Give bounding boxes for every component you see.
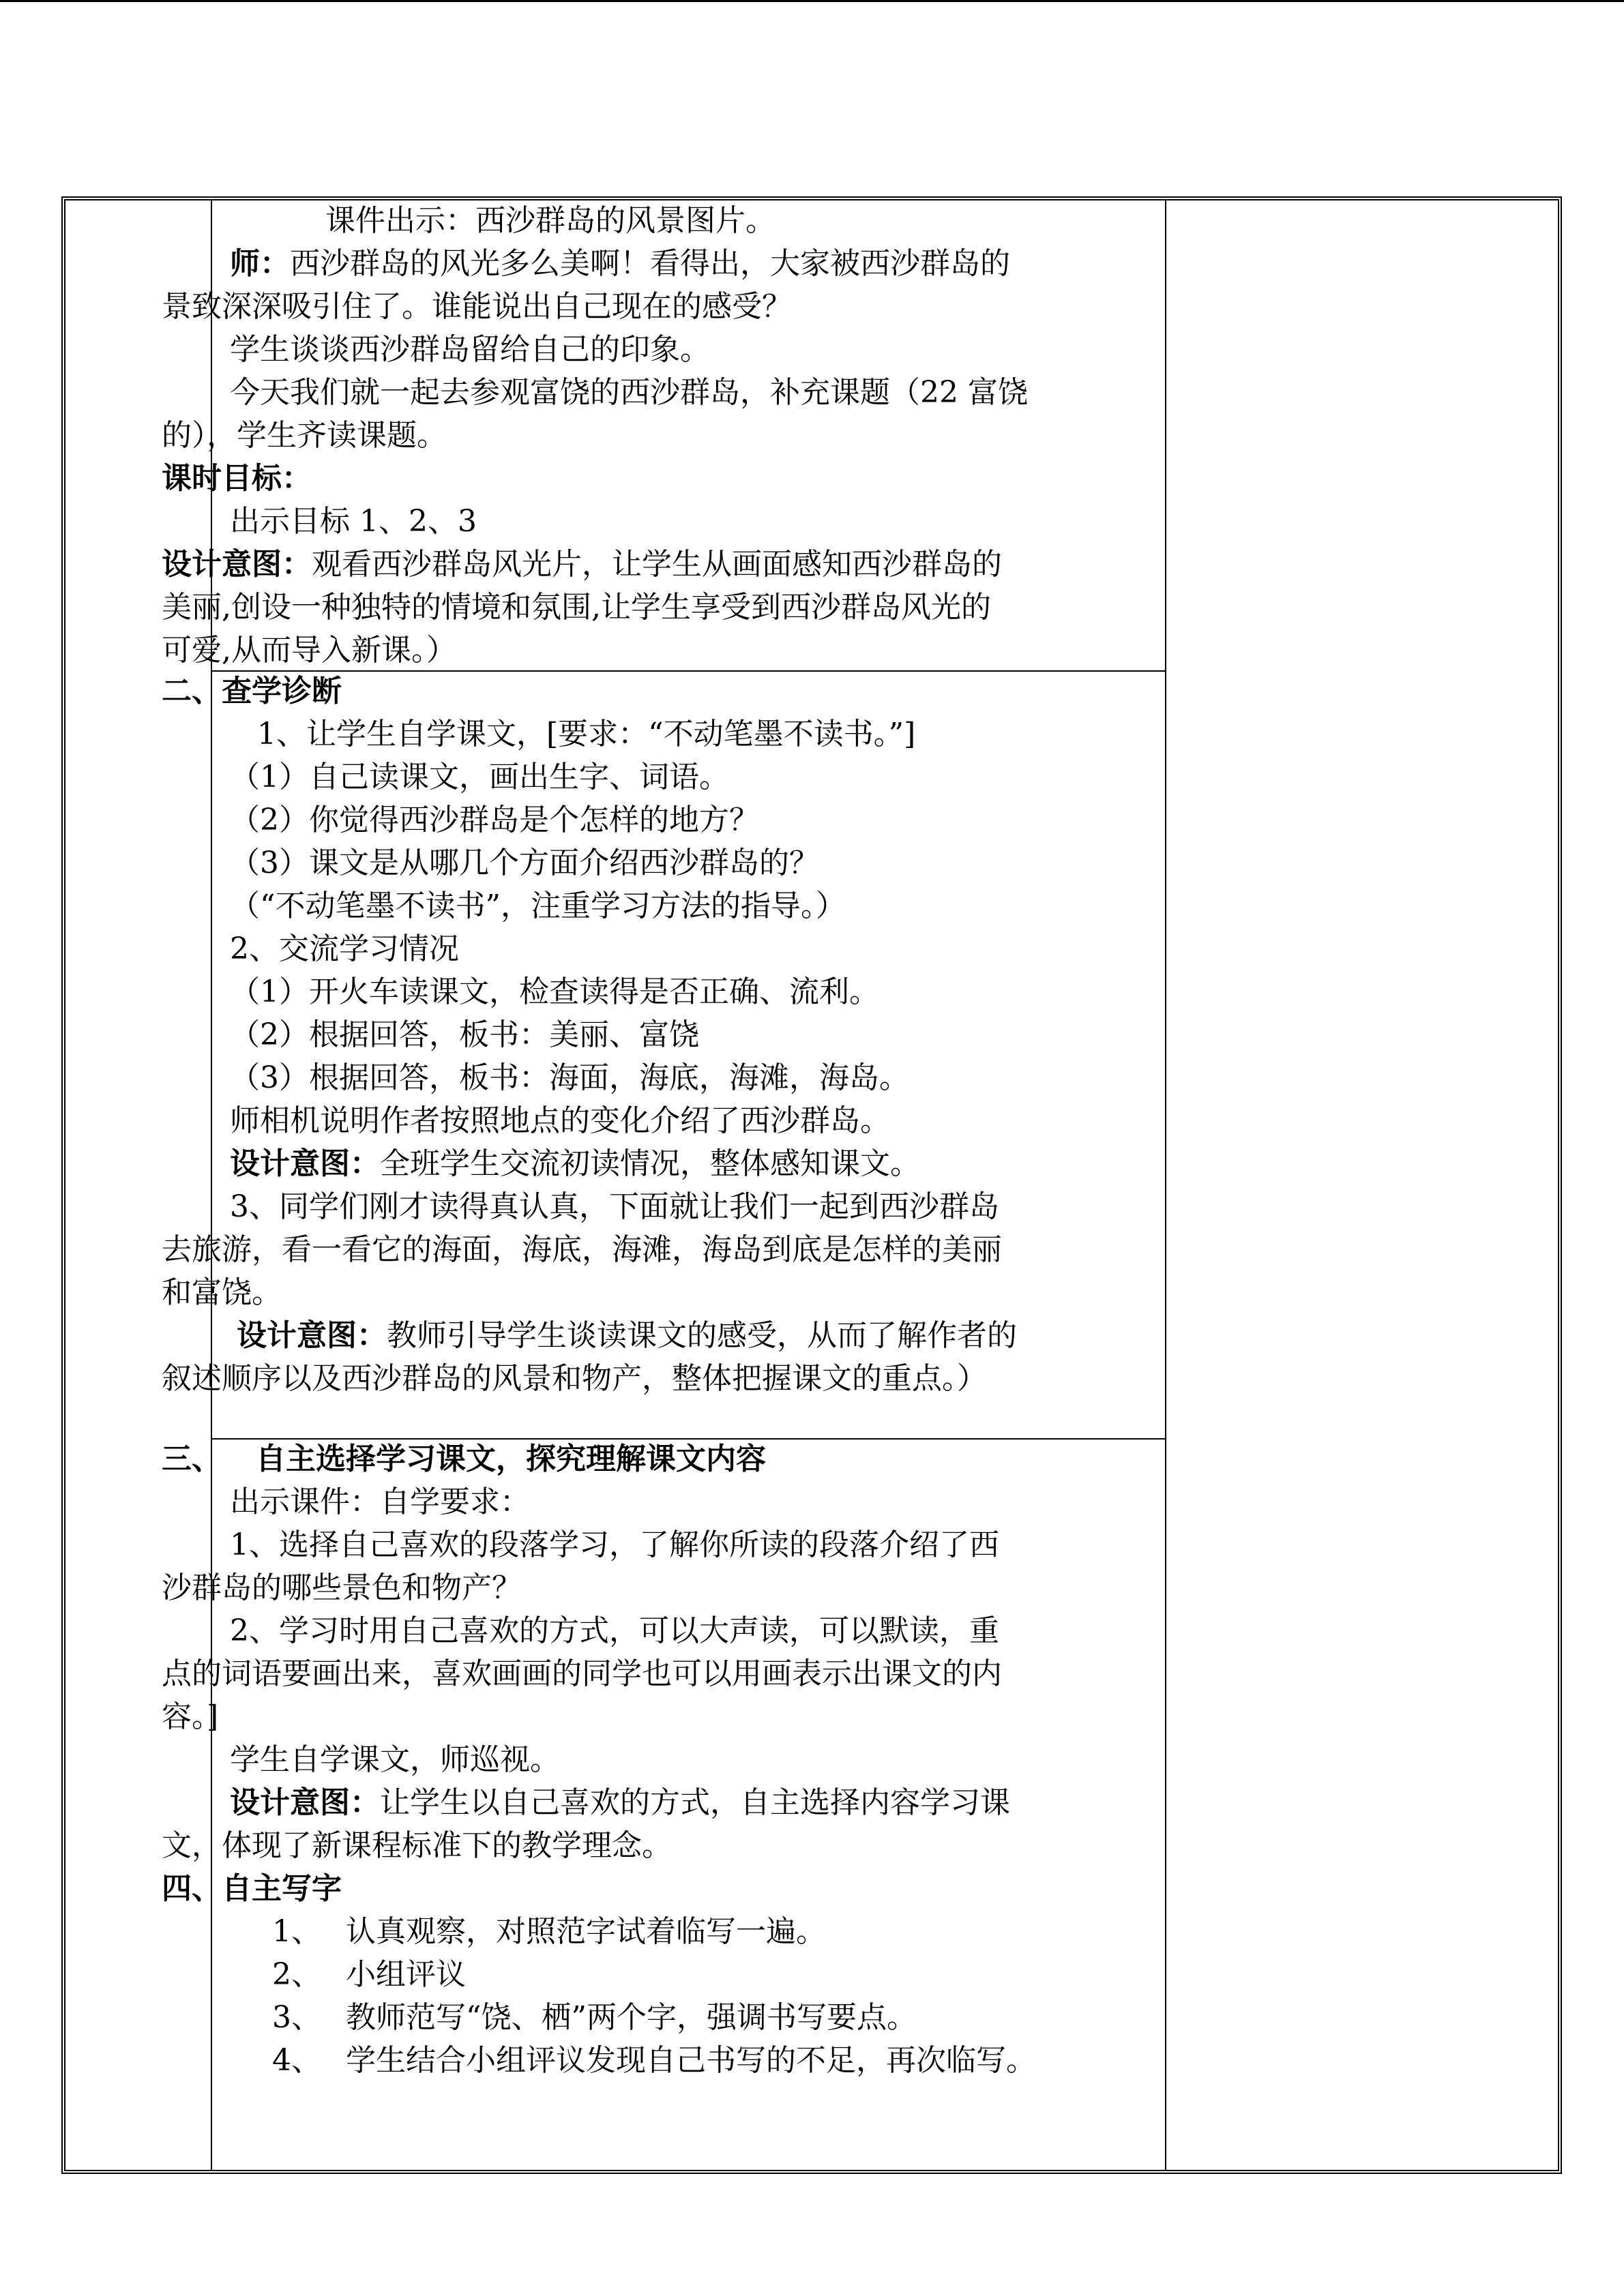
step-number: 4、 (272, 2043, 321, 2078)
design-text-cont: 叙述顺序以及西沙群岛的风景和物产，整体把握课文的重点。） (162, 1361, 987, 1396)
step-text: 教师范写“饶、栖”两个字，强调书写要点。 (346, 2000, 917, 2035)
goals-line: 出示目标 1、2、3 (230, 504, 477, 539)
answer-item: （3）根据回答，板书：海面，海底，海滩，海岛。 (230, 1060, 909, 1095)
teacher-remark (162, 242, 1093, 285)
method-note: （“不动笔墨不读书”，注重学习方法的指导。） (230, 889, 846, 923)
requirement-item: 1、选择自己喜欢的段落学习，了解你所读的段落介绍了西 (230, 1527, 999, 1562)
design-label: 设计意图： (162, 547, 312, 582)
design-text-cont: 可爱,从而导入新课。） (162, 633, 456, 668)
teacher-label: 师： (230, 246, 290, 281)
writing-step (162, 1953, 1093, 1996)
section-title: 自主选择学习课文，探究理解课文内容 (256, 1442, 766, 1476)
design-label: 设计意图： (230, 1146, 380, 1181)
section-self-study (162, 1437, 1093, 1867)
students-line: 学生谈谈西沙群岛留给自己的印象。 (230, 332, 710, 367)
requirement-item-cont: 沙群岛的哪些景色和物产？ (162, 1570, 522, 1605)
intro-section (162, 199, 1093, 672)
today-line-cont: 的），学生齐读课题。 (162, 418, 447, 453)
section-heading: 四、自主写字 (162, 1871, 342, 1906)
section-writing (162, 1867, 1093, 2082)
self-study-item: 1、让学生自学课文，[要求：“不动笔墨不读书。”] (257, 717, 916, 751)
question-item: （2）你觉得西沙群岛是个怎样的地方？ (230, 803, 759, 837)
requirement-item-cont: 点的词语要画出来，喜欢画画的同学也可以用画表示出课文的内 (162, 1656, 1002, 1691)
design-text-cont: 美丽,创设一种独特的情境和氛围,让学生享受到西沙群岛风光的 (162, 590, 991, 625)
design-text: 让学生以自己喜欢的方式，自主选择内容学习课 (380, 1785, 1010, 1820)
column-divider-right (1165, 200, 1166, 2170)
requirement-item: 2、学习时用自己喜欢的方式，可以大声读，可以默读，重 (230, 1613, 999, 1648)
step-number: 1、 (272, 1914, 321, 1949)
question-item: （1）自己读课文，画出生字、词语。 (230, 760, 729, 794)
page-top-border (0, 0, 1624, 2)
requirement-item-cont: 容。] (162, 1699, 219, 1734)
trip-item-cont: 去旅游，看一看它的海面，海底，海滩，海岛到底是怎样的美丽 (162, 1232, 1002, 1267)
step-number: 2、 (272, 1957, 321, 1992)
trip-item: 3、同学们刚才读得真认真，下面就让我们一起到西沙群岛 (230, 1189, 999, 1224)
design-intent (162, 1142, 1093, 1185)
design-intent (162, 1314, 1093, 1357)
question-item: （3）课文是从哪几个方面介绍西沙群岛的？ (230, 846, 819, 880)
teacher-explain: 师相机说明作者按照地点的变化介绍了西沙群岛。 (230, 1103, 890, 1138)
design-intent (162, 543, 1093, 586)
trip-item-cont: 和富饶。 (162, 1275, 282, 1310)
teacher-text: 西沙群岛的风光多么美啊！看得出，大家被西沙群岛的 (290, 246, 1010, 281)
writing-step (162, 1996, 1093, 2039)
answer-item: （1）开火车读课文，检查读得是否正确、流利。 (230, 974, 879, 1009)
design-intent (162, 1781, 1093, 1824)
students-line: 学生自学课文，师巡视。 (230, 1742, 560, 1777)
step-text: 学生结合小组评议发现自己书写的不足，再次临写。 (346, 2043, 1036, 2078)
exchange-item: 2、交流学习情况 (230, 931, 459, 966)
design-text: 全班学生交流初读情况，整体感知课文。 (380, 1146, 920, 1181)
step-text: 认真观察，对照范字试着临写一遍。 (346, 1914, 826, 1949)
design-text-cont: 文，体现了新课程标准下的教学理念。 (162, 1828, 672, 1863)
step-number: 3、 (272, 2000, 321, 2035)
design-text: 教师引导学生谈读课文的感受，从而了解作者的 (387, 1318, 1017, 1353)
section-check-diagnosis (162, 670, 1093, 1400)
today-line: 今天我们就一起去参观富饶的西沙群岛，补充课题（22 富饶 (230, 375, 1028, 410)
teacher-text-cont: 景致深深吸引住了。谁能说出自己现在的感受？ (162, 289, 792, 324)
courseware-line: 出示课件：自学要求： (230, 1485, 530, 1519)
design-label: 设计意图： (230, 1785, 380, 1820)
step-text: 小组评议 (346, 1957, 466, 1992)
section-heading: 二、查学诊断 (162, 674, 342, 709)
section-heading (162, 1437, 1093, 1480)
goals-heading: 课时目标： (162, 461, 312, 496)
design-text: 观看西沙群岛风光片，让学生从画面感知西沙群岛的 (312, 547, 1002, 582)
section-number: 三、 (162, 1442, 222, 1476)
writing-step (162, 2039, 1093, 2082)
answer-item: （2）根据回答，板书：美丽、富饶 (230, 1017, 699, 1052)
writing-step (162, 1910, 1093, 1953)
courseware-line: 课件出示：西沙群岛的风景图片。 (325, 203, 776, 238)
design-label: 设计意图： (237, 1318, 387, 1353)
